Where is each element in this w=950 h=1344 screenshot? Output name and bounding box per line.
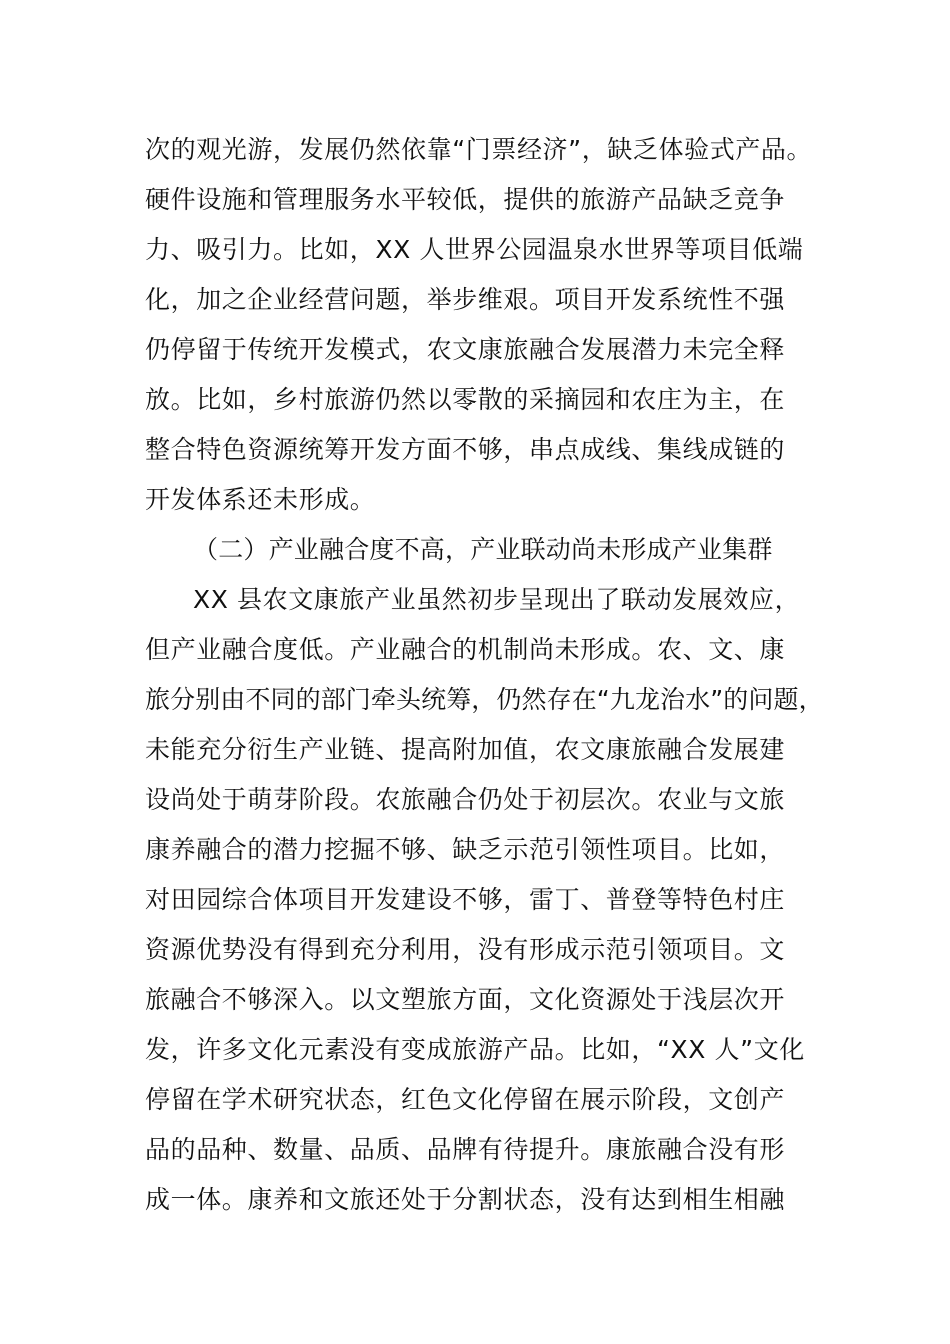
paragraph-line: 发，许多文化元素没有变成旅游产品。比如，“XX 人”文化 <box>145 1035 805 1064</box>
paragraph-line: 放。比如，乡村旅游仍然以零散的采摘园和农庄为主，在 <box>145 385 786 414</box>
paragraph-line: 成一体。康养和文旅还处于分割状态，没有达到相生相融 <box>145 1185 786 1214</box>
paragraph-line: 未能充分衍生产业链、提高附加值，农文康旅融合发展建 <box>145 735 786 764</box>
paragraph-line: 品的品种、数量、品质、品牌有待提升。康旅融合没有形 <box>145 1135 786 1164</box>
paragraph-line: 化，加之企业经营问题，举步维艰。项目开发系统性不强 <box>145 285 786 314</box>
paragraph-line: 力、吸引力。比如，XX 人世界公园温泉水世界等项目低端 <box>145 235 804 264</box>
paragraph-line: 硬件设施和管理服务水平较低，提供的旅游产品缺乏竞争 <box>145 185 786 214</box>
section-heading: （二）产业融合度不高，产业联动尚未形成产业集群 <box>193 535 773 564</box>
paragraph-line: 对田园综合体项目开发建设不够，雷丁、普登等特色村庄 <box>145 885 786 914</box>
paragraph-line: 康养融合的潜力挖掘不够、缺乏示范引领性项目。比如， <box>145 835 786 864</box>
paragraph-line: 停留在学术研究状态，红色文化停留在展示阶段，文创产 <box>145 1085 786 1114</box>
paragraph-line: 资源优势没有得到充分利用，没有形成示范引领项目。文 <box>145 935 786 964</box>
paragraph-line: 整合特色资源统筹开发方面不够，串点成线、集线成链的 <box>145 435 786 464</box>
paragraph-line: 次的观光游，发展仍然依靠“门票经济”，缺乏体验式产品。 <box>145 135 813 164</box>
paragraph-line: 旅分别由不同的部门牵头统筹，仍然存在“九龙治水”的问题， <box>145 685 824 714</box>
paragraph-line: 设尚处于萌芽阶段。农旅融合仍处于初层次。农业与文旅 <box>145 785 786 814</box>
paragraph-line: 旅融合不够深入。以文塑旅方面，文化资源处于浅层次开 <box>145 985 786 1014</box>
paragraph-line: 开发体系还未形成。 <box>145 485 376 514</box>
paragraph-line: 但产业融合度低。产业融合的机制尚未形成。农、文、康 <box>145 635 786 664</box>
paragraph-line: XX 县农文康旅产业虽然初步呈现出了联动发展效应， <box>193 585 801 614</box>
paragraph-line: 仍停留于传统开发模式，农文康旅融合发展潜力未完全释 <box>145 335 786 364</box>
